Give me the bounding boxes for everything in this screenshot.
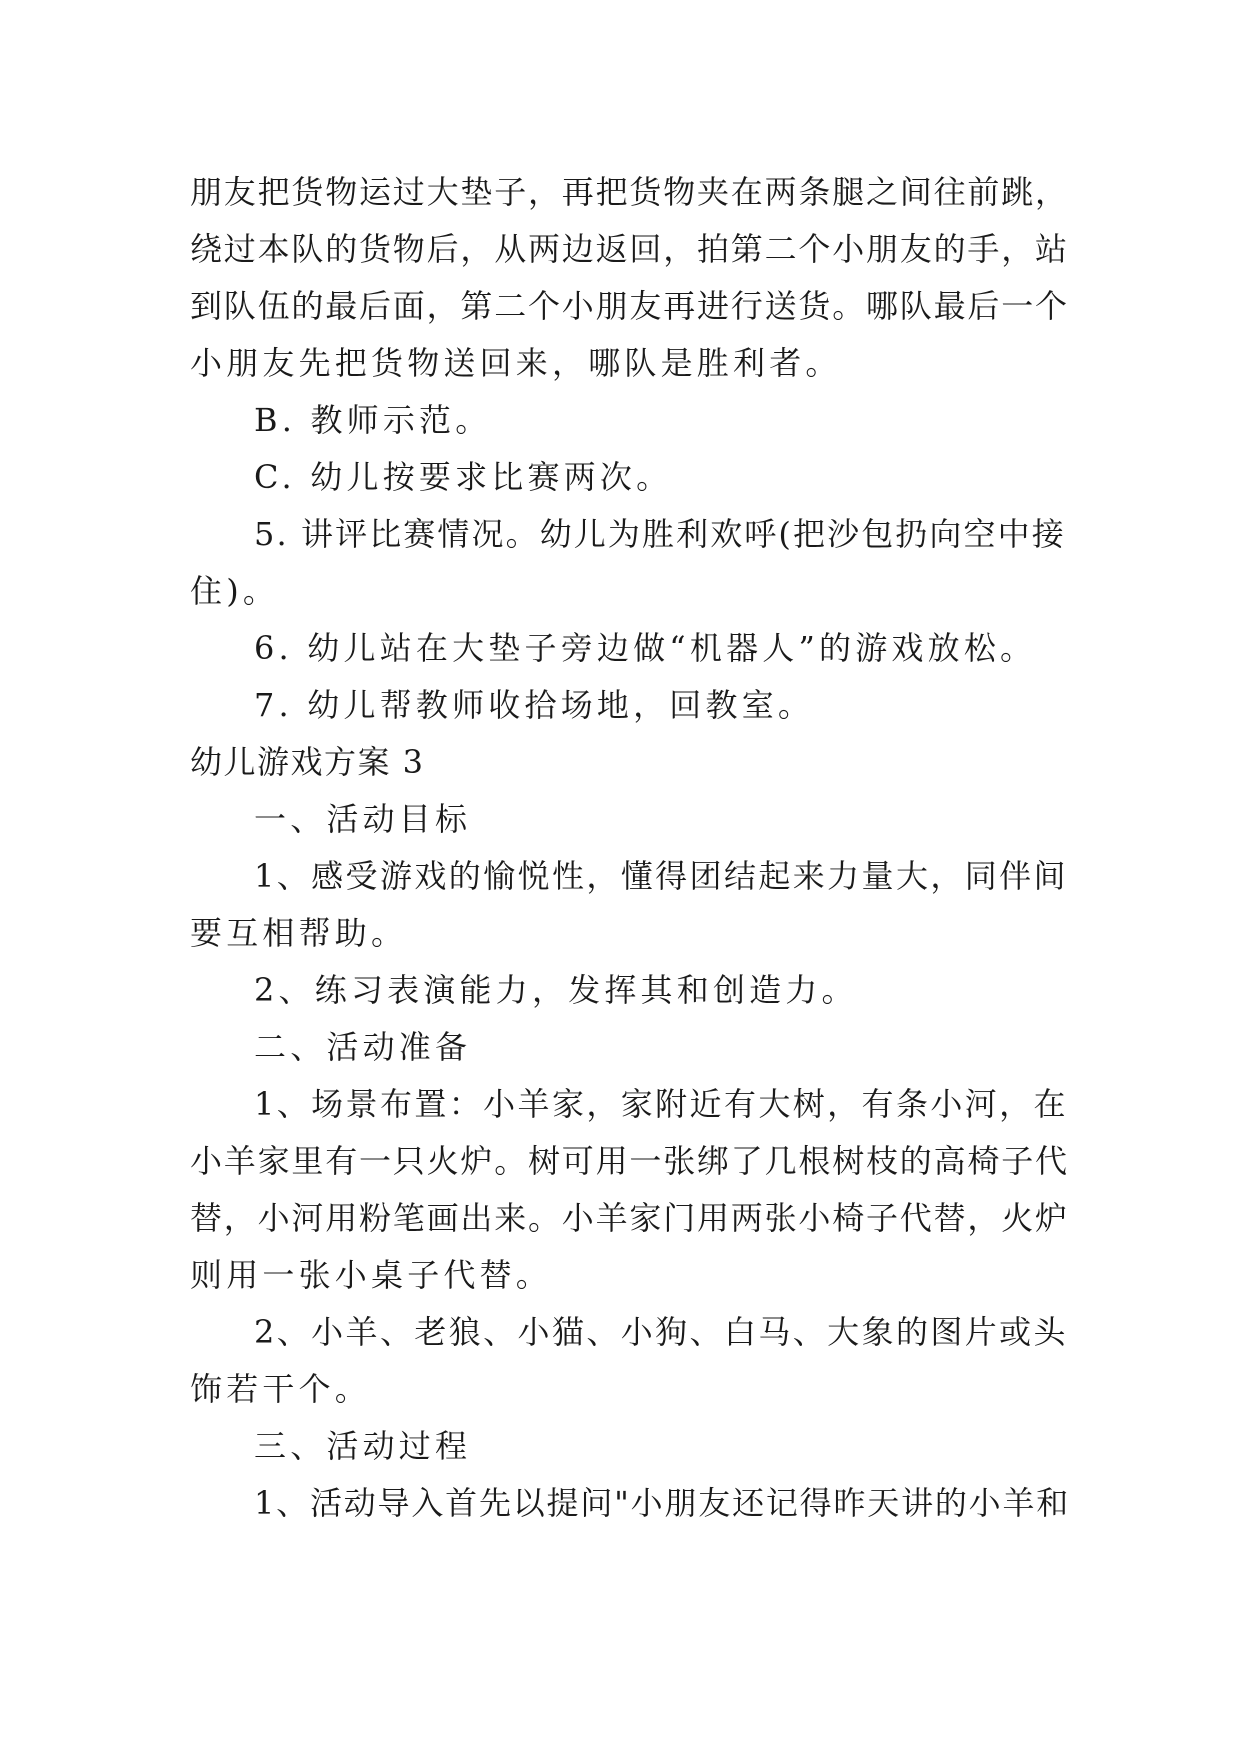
paragraph-line: 1、感受游戏的愉悦性，懂得团结起来力量大，同伴间 — [254, 857, 1068, 895]
paragraph-line: 朋友把货物运过大垫子，再把货物夹在两条腿之间往前跳， — [190, 173, 1069, 211]
paragraph-line: 2、小羊、老狼、小猫、小狗、白马、大象的图片或头 — [254, 1313, 1068, 1351]
paragraph-line: 5. 讲评比赛情况。幼儿为胜利欢呼(把沙包扔向空中接 — [254, 515, 1066, 553]
paragraph-line: 要互相帮助。 — [190, 914, 408, 952]
paragraph-line: 住)。 — [190, 572, 280, 610]
paragraph-line: 小羊家里有一只火炉。树可用一张绑了几根树枝的高椅子代 — [190, 1142, 1069, 1180]
paragraph-line: 到队伍的最后面，第二个小朋友再进行送货。哪队最后一个 — [190, 287, 1069, 325]
paragraph-line: 饰若干个。 — [190, 1370, 372, 1408]
paragraph-line: 绕过本队的货物后，从两边返回，拍第二个小朋友的手，站 — [190, 230, 1069, 268]
paragraph-line: 6. 幼儿站在大垫子旁边做“机器人”的游戏放松。 — [254, 629, 1037, 667]
paragraph-line: 7. 幼儿帮教师收拾场地，回教室。 — [254, 686, 815, 724]
section-heading: 一、活动目标 — [254, 800, 472, 838]
paragraph-line: 替，小河用粉笔画出来。小羊家门用两张小椅子代替，火炉 — [190, 1199, 1069, 1237]
paragraph-line: 1、场景布置：小羊家，家附近有大树，有条小河，在 — [254, 1085, 1068, 1123]
section-heading: 二、活动准备 — [254, 1028, 472, 1066]
section-heading: 三、活动过程 — [254, 1427, 472, 1465]
paragraph-line: B. 教师示范。 — [254, 401, 492, 439]
paragraph-line: 2、练习表演能力，发挥其和创造力。 — [254, 971, 858, 1009]
paragraph-line: C. 幼儿按要求比赛两次。 — [254, 458, 673, 496]
paragraph-line: 1、活动导入首先以提问"小朋友还记得昨天讲的小羊和 — [254, 1484, 1071, 1522]
section-title: 幼儿游戏方案 3 — [190, 743, 425, 781]
paragraph-line: 小朋友先把货物送回来，哪队是胜利者。 — [190, 344, 842, 382]
paragraph-line: 则用一张小桌子代替。 — [190, 1256, 553, 1294]
